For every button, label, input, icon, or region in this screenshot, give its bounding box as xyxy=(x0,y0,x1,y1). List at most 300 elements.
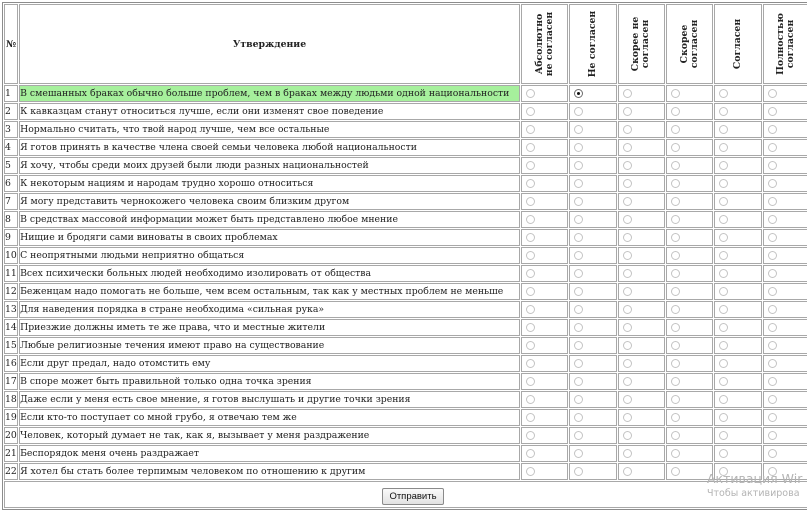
statement-text: Если кто-то поступает со мной грубо, я отвечаю тем же xyxy=(19,409,520,426)
option-cell xyxy=(569,121,616,138)
option-cell xyxy=(569,283,616,300)
radio-option-3[interactable] xyxy=(623,215,632,224)
radio-option-5[interactable] xyxy=(719,251,728,260)
radio-option-5[interactable] xyxy=(719,143,728,152)
option-cell xyxy=(666,427,713,444)
option-cell xyxy=(763,103,807,120)
radio-option-3[interactable] xyxy=(623,161,632,170)
statement-text: В споре может быть правильной только одна точка зрения xyxy=(19,373,520,390)
table-row xyxy=(4,229,807,246)
option-cell xyxy=(618,265,665,282)
statement-number: 7 xyxy=(4,193,18,210)
option-cell xyxy=(666,409,713,426)
radio-option-5[interactable] xyxy=(719,179,728,188)
column-header-option-6 xyxy=(763,4,807,84)
option-cell xyxy=(763,301,807,318)
option-cell xyxy=(763,121,807,138)
radio-option-6[interactable] xyxy=(768,287,777,296)
option-cell xyxy=(714,121,761,138)
radio-option-5[interactable] xyxy=(719,395,728,404)
option-cell xyxy=(714,85,761,102)
radio-option-2[interactable] xyxy=(574,359,583,368)
statement-text: С неопрятными людьми неприятно общаться xyxy=(19,247,520,264)
statement-text: Я могу представить чернокожего человека своим близким другом xyxy=(19,193,520,210)
option-cell xyxy=(521,139,568,156)
option-cell xyxy=(618,463,665,480)
statement-text: В смешанных браках обычно больше проблем, чем в браках между людьми одной национальности xyxy=(19,85,520,102)
radio-option-6[interactable] xyxy=(768,143,777,152)
option-cell xyxy=(569,247,616,264)
radio-option-5[interactable] xyxy=(719,161,728,170)
statement-text: Нормально считать, что твой народ лучше, чем все остальные xyxy=(19,121,520,138)
radio-option-3[interactable] xyxy=(623,395,632,404)
option-cell xyxy=(521,85,568,102)
option-header-line1: Согласен xyxy=(731,18,743,70)
option-cell xyxy=(714,265,761,282)
radio-option-1[interactable] xyxy=(526,323,535,332)
radio-option-4[interactable] xyxy=(671,251,680,260)
radio-option-3[interactable] xyxy=(623,413,632,422)
radio-option-2[interactable] xyxy=(574,341,583,350)
statement-text: Я хотел бы стать более терпимым человеком по отношению к другим xyxy=(19,463,520,480)
radio-option-1[interactable] xyxy=(526,197,535,206)
statement-number: 4 xyxy=(4,139,18,156)
radio-option-2[interactable] xyxy=(574,467,583,476)
option-cell xyxy=(666,121,713,138)
radio-option-3[interactable] xyxy=(623,143,632,152)
radio-option-5[interactable] xyxy=(719,359,728,368)
option-cell xyxy=(618,445,665,462)
option-cell xyxy=(521,121,568,138)
radio-option-2[interactable] xyxy=(574,161,583,170)
radio-option-2[interactable] xyxy=(574,107,583,116)
table-row xyxy=(4,355,807,372)
statement-number: 18 xyxy=(4,391,18,408)
option-cell xyxy=(569,85,616,102)
option-cell xyxy=(521,247,568,264)
option-header-line2: согласен xyxy=(785,19,797,69)
option-header-line2: согласен xyxy=(688,19,700,69)
option-cell xyxy=(666,175,713,192)
option-cell xyxy=(763,391,807,408)
radio-option-1[interactable] xyxy=(526,107,535,116)
radio-option-5[interactable] xyxy=(719,287,728,296)
statement-text: К кавказцам станут относиться лучше, если они изменят свое поведение xyxy=(19,103,520,120)
option-header-line1: Полностью xyxy=(775,13,787,75)
radio-option-2[interactable] xyxy=(574,449,583,458)
statement-text: Нищие и бродяги сами виноваты в своих проблемах xyxy=(19,229,520,246)
option-cell xyxy=(569,103,616,120)
radio-option-6[interactable] xyxy=(768,251,777,260)
radio-option-5[interactable] xyxy=(719,413,728,422)
radio-option-4[interactable] xyxy=(671,305,680,314)
option-cell xyxy=(618,337,665,354)
option-cell xyxy=(714,319,761,336)
option-header-label xyxy=(733,19,743,69)
column-header-number: № xyxy=(4,4,18,84)
radio-option-3[interactable] xyxy=(623,359,632,368)
radio-option-2[interactable] xyxy=(574,179,583,188)
option-cell xyxy=(521,301,568,318)
option-cell xyxy=(521,355,568,372)
radio-option-6[interactable] xyxy=(768,341,777,350)
radio-option-2[interactable] xyxy=(574,287,583,296)
option-cell xyxy=(569,337,616,354)
radio-option-6[interactable] xyxy=(768,125,777,134)
option-cell xyxy=(521,373,568,390)
option-cell xyxy=(569,319,616,336)
option-cell xyxy=(569,265,616,282)
statement-number: 22 xyxy=(4,463,18,480)
radio-option-5[interactable] xyxy=(719,233,728,242)
radio-option-5[interactable] xyxy=(719,305,728,314)
radio-option-3[interactable] xyxy=(623,467,632,476)
option-cell xyxy=(569,373,616,390)
column-header-option-1 xyxy=(521,4,568,84)
statement-number: 13 xyxy=(4,301,18,318)
statement-number: 21 xyxy=(4,445,18,462)
table-row xyxy=(4,247,807,264)
radio-option-1[interactable] xyxy=(526,287,535,296)
option-cell xyxy=(569,463,616,480)
radio-option-6[interactable] xyxy=(768,359,777,368)
option-cell xyxy=(618,229,665,246)
radio-option-4[interactable] xyxy=(671,215,680,224)
option-cell xyxy=(763,247,807,264)
radio-option-5[interactable] xyxy=(719,341,728,350)
table-row xyxy=(4,391,807,408)
radio-option-3[interactable] xyxy=(623,233,632,242)
option-cell xyxy=(763,85,807,102)
option-header-line2: согласен xyxy=(640,19,652,69)
radio-option-1[interactable] xyxy=(526,89,535,98)
statement-number: 15 xyxy=(4,337,18,354)
option-cell xyxy=(569,193,616,210)
table-row xyxy=(4,301,807,318)
option-header-label xyxy=(631,17,651,72)
option-cell xyxy=(618,85,665,102)
option-cell xyxy=(714,373,761,390)
radio-option-2[interactable] xyxy=(574,197,583,206)
option-cell xyxy=(763,157,807,174)
radio-option-6[interactable] xyxy=(768,179,777,188)
radio-option-5[interactable] xyxy=(719,323,728,332)
radio-option-5[interactable] xyxy=(719,431,728,440)
radio-option-4[interactable] xyxy=(671,107,680,116)
statement-text: Человек, который думает не так, как я, вызывает у меня раздражение xyxy=(19,427,520,444)
radio-option-1[interactable] xyxy=(526,305,535,314)
table-row xyxy=(4,121,807,138)
radio-option-4[interactable] xyxy=(671,143,680,152)
option-cell xyxy=(666,319,713,336)
statement-number: 17 xyxy=(4,373,18,390)
radio-option-6[interactable] xyxy=(768,107,777,116)
option-cell xyxy=(618,103,665,120)
radio-option-6[interactable] xyxy=(768,395,777,404)
radio-option-5[interactable] xyxy=(719,269,728,278)
option-cell xyxy=(521,193,568,210)
radio-option-4[interactable] xyxy=(671,431,680,440)
table-row xyxy=(4,265,807,282)
option-cell xyxy=(763,229,807,246)
table-row xyxy=(4,463,807,480)
radio-option-2[interactable] xyxy=(574,377,583,386)
option-cell xyxy=(521,463,568,480)
radio-option-3[interactable] xyxy=(623,449,632,458)
radio-option-2[interactable] xyxy=(574,395,583,404)
radio-option-1[interactable] xyxy=(526,413,535,422)
radio-option-3[interactable] xyxy=(623,179,632,188)
option-cell xyxy=(521,211,568,228)
option-cell xyxy=(666,211,713,228)
option-cell xyxy=(618,193,665,210)
table-row xyxy=(4,427,807,444)
option-cell xyxy=(763,337,807,354)
option-cell xyxy=(618,391,665,408)
radio-option-4[interactable] xyxy=(671,377,680,386)
radio-option-4[interactable] xyxy=(671,125,680,134)
option-cell xyxy=(666,229,713,246)
radio-option-1[interactable] xyxy=(526,125,535,134)
radio-option-6[interactable] xyxy=(768,233,777,242)
radio-option-6[interactable] xyxy=(768,161,777,170)
option-cell xyxy=(763,319,807,336)
radio-option-3[interactable] xyxy=(623,305,632,314)
radio-option-3[interactable] xyxy=(623,107,632,116)
option-cell xyxy=(618,355,665,372)
radio-option-6[interactable] xyxy=(768,431,777,440)
option-cell xyxy=(521,103,568,120)
table-row xyxy=(4,103,807,120)
table-row xyxy=(4,409,807,426)
radio-option-4[interactable] xyxy=(671,161,680,170)
option-cell xyxy=(569,229,616,246)
option-cell xyxy=(569,139,616,156)
statement-number: 3 xyxy=(4,121,18,138)
column-header-option-4 xyxy=(666,4,713,84)
option-cell xyxy=(569,355,616,372)
statement-number: 6 xyxy=(4,175,18,192)
radio-option-6[interactable] xyxy=(768,269,777,278)
radio-option-1[interactable] xyxy=(526,179,535,188)
radio-option-2[interactable] xyxy=(574,269,583,278)
option-cell xyxy=(666,283,713,300)
radio-option-4[interactable] xyxy=(671,413,680,422)
radio-option-4[interactable] xyxy=(671,359,680,368)
column-header-option-2 xyxy=(569,4,616,84)
radio-option-6[interactable] xyxy=(768,413,777,422)
option-header-label xyxy=(776,13,796,75)
table-row xyxy=(4,85,807,102)
statement-text: Всех психически больных людей необходимо изолировать от общества xyxy=(19,265,520,282)
radio-option-1[interactable] xyxy=(526,251,535,260)
radio-option-6[interactable] xyxy=(768,89,777,98)
statement-number: 11 xyxy=(4,265,18,282)
table-row xyxy=(4,283,807,300)
statement-number: 20 xyxy=(4,427,18,444)
radio-option-2[interactable] xyxy=(574,89,583,98)
option-cell xyxy=(618,301,665,318)
survey-table xyxy=(2,2,807,510)
radio-option-1[interactable] xyxy=(526,161,535,170)
radio-option-5[interactable] xyxy=(719,197,728,206)
option-cell xyxy=(666,445,713,462)
statement-number: 1 xyxy=(4,85,18,102)
radio-option-6[interactable] xyxy=(768,305,777,314)
radio-option-5[interactable] xyxy=(719,125,728,134)
radio-option-3[interactable] xyxy=(623,125,632,134)
radio-option-4[interactable] xyxy=(671,287,680,296)
option-cell xyxy=(569,175,616,192)
radio-option-2[interactable] xyxy=(574,125,583,134)
radio-option-4[interactable] xyxy=(671,269,680,278)
submit-button[interactable]: Отправить xyxy=(382,488,443,505)
radio-option-1[interactable] xyxy=(526,215,535,224)
survey-form xyxy=(2,2,807,510)
option-cell xyxy=(714,427,761,444)
radio-option-4[interactable] xyxy=(671,233,680,242)
statement-number: 2 xyxy=(4,103,18,120)
radio-option-3[interactable] xyxy=(623,287,632,296)
table-row xyxy=(4,175,807,192)
option-cell xyxy=(618,373,665,390)
option-cell xyxy=(714,247,761,264)
option-cell xyxy=(618,157,665,174)
option-cell xyxy=(666,247,713,264)
radio-option-6[interactable] xyxy=(768,197,777,206)
option-header-label xyxy=(535,12,555,76)
option-cell xyxy=(569,391,616,408)
radio-option-2[interactable] xyxy=(574,323,583,332)
radio-option-1[interactable] xyxy=(526,431,535,440)
statement-number: 9 xyxy=(4,229,18,246)
radio-option-1[interactable] xyxy=(526,449,535,458)
option-cell xyxy=(714,337,761,354)
table-row xyxy=(4,319,807,336)
statement-number: 16 xyxy=(4,355,18,372)
option-cell xyxy=(714,157,761,174)
radio-option-6[interactable] xyxy=(768,215,777,224)
radio-option-1[interactable] xyxy=(526,467,535,476)
header-row xyxy=(4,4,807,84)
radio-option-5[interactable] xyxy=(719,215,728,224)
option-cell xyxy=(521,265,568,282)
option-cell xyxy=(714,355,761,372)
radio-option-5[interactable] xyxy=(719,449,728,458)
statement-text: К некоторым нациям и народам трудно хорошо относиться xyxy=(19,175,520,192)
radio-option-2[interactable] xyxy=(574,233,583,242)
option-cell xyxy=(714,409,761,426)
column-header-option-3 xyxy=(618,4,665,84)
radio-option-4[interactable] xyxy=(671,197,680,206)
table-row xyxy=(4,157,807,174)
radio-option-1[interactable] xyxy=(526,395,535,404)
option-cell xyxy=(521,445,568,462)
radio-option-1[interactable] xyxy=(526,143,535,152)
radio-option-2[interactable] xyxy=(574,305,583,314)
radio-option-3[interactable] xyxy=(623,431,632,440)
radio-option-4[interactable] xyxy=(671,467,680,476)
radio-option-6[interactable] xyxy=(768,449,777,458)
radio-option-5[interactable] xyxy=(719,89,728,98)
option-cell xyxy=(569,211,616,228)
radio-option-1[interactable] xyxy=(526,359,535,368)
radio-option-2[interactable] xyxy=(574,431,583,440)
statement-text: Для наведения порядка в стране необходима «сильная рука» xyxy=(19,301,520,318)
option-cell xyxy=(569,427,616,444)
option-cell xyxy=(763,355,807,372)
statement-text: Беженцам надо помогать не больше, чем всем остальным, так как у местных проблем не меньше xyxy=(19,283,520,300)
table-row xyxy=(4,373,807,390)
option-cell xyxy=(521,391,568,408)
radio-option-4[interactable] xyxy=(671,323,680,332)
radio-option-5[interactable] xyxy=(719,107,728,116)
option-cell xyxy=(763,193,807,210)
radio-option-3[interactable] xyxy=(623,377,632,386)
option-cell xyxy=(666,193,713,210)
radio-option-2[interactable] xyxy=(574,143,583,152)
windows-activation-watermark xyxy=(707,471,802,499)
radio-option-4[interactable] xyxy=(671,395,680,404)
radio-option-4[interactable] xyxy=(671,179,680,188)
radio-option-3[interactable] xyxy=(623,89,632,98)
radio-option-3[interactable] xyxy=(623,269,632,278)
watermark-subtitle: Чтобы активирова xyxy=(707,488,800,499)
radio-option-1[interactable] xyxy=(526,233,535,242)
option-cell xyxy=(618,247,665,264)
radio-option-3[interactable] xyxy=(623,323,632,332)
option-cell xyxy=(569,409,616,426)
option-cell xyxy=(763,175,807,192)
radio-option-1[interactable] xyxy=(526,377,535,386)
radio-option-2[interactable] xyxy=(574,413,583,422)
table-row xyxy=(4,211,807,228)
radio-option-3[interactable] xyxy=(623,251,632,260)
option-cell xyxy=(618,319,665,336)
statement-number: 10 xyxy=(4,247,18,264)
radio-option-1[interactable] xyxy=(526,341,535,350)
statement-text: В средствах массовой информации может быть представлено любое мнение xyxy=(19,211,520,228)
option-cell xyxy=(714,139,761,156)
statement-text: Беспорядок меня очень раздражает xyxy=(19,445,520,462)
option-cell xyxy=(521,175,568,192)
option-cell xyxy=(569,157,616,174)
option-cell xyxy=(763,211,807,228)
radio-option-5[interactable] xyxy=(719,377,728,386)
radio-option-3[interactable] xyxy=(623,341,632,350)
option-cell xyxy=(618,283,665,300)
option-cell xyxy=(666,355,713,372)
statement-number: 14 xyxy=(4,319,18,336)
radio-option-4[interactable] xyxy=(671,449,680,458)
radio-option-3[interactable] xyxy=(623,197,632,206)
radio-option-4[interactable] xyxy=(671,89,680,98)
option-cell xyxy=(521,427,568,444)
column-header-option-5 xyxy=(714,4,761,84)
radio-option-1[interactable] xyxy=(526,269,535,278)
radio-option-6[interactable] xyxy=(768,377,777,386)
option-cell xyxy=(521,409,568,426)
option-cell xyxy=(666,157,713,174)
option-cell xyxy=(569,445,616,462)
column-header-statement: Утверждение xyxy=(19,4,520,84)
option-cell xyxy=(666,103,713,120)
radio-option-2[interactable] xyxy=(574,215,583,224)
radio-option-4[interactable] xyxy=(671,341,680,350)
option-cell xyxy=(666,139,713,156)
radio-option-2[interactable] xyxy=(574,251,583,260)
radio-option-6[interactable] xyxy=(768,323,777,332)
